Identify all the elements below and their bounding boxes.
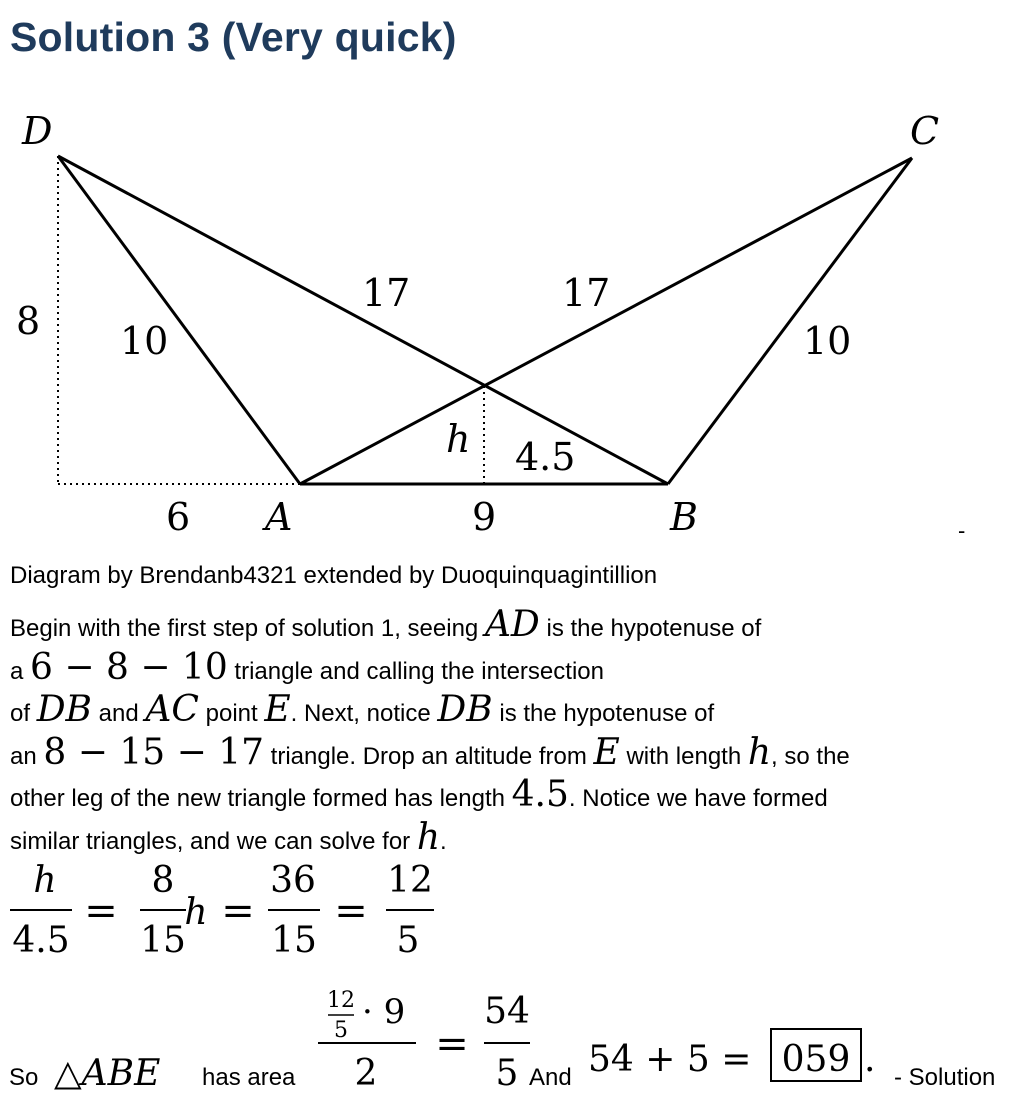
para-text: other leg of the new triangle formed has length — [10, 785, 512, 812]
para-text: is the hypotenuse of — [539, 615, 762, 642]
para-text: similar triangles, and we can solve for — [10, 827, 417, 855]
similar-triangles-equation — [8, 860, 448, 960]
math-triangle-abe: △ABE — [54, 1053, 161, 1094]
para-text: of — [10, 700, 37, 727]
frac-8-over-15-denominator: 15 — [140, 920, 186, 960]
length-label-17-left: 17 — [362, 271, 411, 315]
frac-54-over-5-denominator: 5 — [495, 1053, 519, 1094]
trailing-dot: . — [864, 1039, 876, 1080]
point-c-label: C — [910, 109, 940, 153]
text-has-area: has area — [202, 1064, 296, 1091]
math-8-15-17: 8 − 15 − 17 — [43, 731, 264, 773]
altitude-label-h: h — [446, 417, 471, 461]
length-label-6: 6 — [166, 495, 191, 539]
math-db: DB — [36, 689, 93, 730]
math-ac: AC — [145, 689, 199, 730]
frac-12-over-5-denominator: 5 — [396, 920, 420, 960]
inner-frac-numerator: 12 — [327, 988, 355, 1013]
length-label-4-5: 4.5 — [515, 435, 576, 479]
math-e: E — [264, 689, 291, 730]
variable-h: h — [184, 892, 208, 933]
para-text: . Next, notice — [290, 700, 438, 727]
times-nine: · 9 — [362, 992, 406, 1032]
math-4-5: 4.5 — [511, 774, 569, 815]
frac-12-over-5-numerator: 12 — [387, 860, 433, 901]
length-label-10-right: 10 — [803, 319, 852, 363]
para-text: an — [10, 742, 44, 770]
boxed-answer: 059 — [781, 1039, 851, 1080]
text-so: So — [9, 1064, 39, 1091]
para-text: . — [440, 827, 447, 855]
para-text: and — [92, 700, 146, 727]
frac-54-over-5-numerator: 54 — [484, 991, 530, 1032]
equals-sign: = — [435, 1021, 469, 1067]
math-h: h — [747, 731, 772, 773]
para-text: triangle and calling the intersection — [227, 657, 604, 685]
math-sum: 54 + 5 = — [588, 1039, 752, 1080]
equals-sign: = — [221, 888, 255, 934]
length-label-9: 9 — [472, 495, 497, 539]
equals-sign: = — [334, 888, 368, 934]
frac-36-over-15-denominator: 15 — [271, 920, 317, 960]
point-a-label: A — [265, 495, 293, 539]
point-b-label: B — [670, 495, 698, 539]
para-text: with length — [619, 742, 748, 770]
frac-h-over-4-5-numerator: h — [33, 860, 57, 901]
para-text: . Notice we have formed — [568, 785, 828, 812]
para-text: point — [198, 700, 265, 727]
inner-frac-denominator: 5 — [334, 1018, 348, 1043]
area-equation — [0, 985, 1020, 1095]
frac-h-over-4-5-denominator: 4.5 — [12, 920, 70, 960]
para-text: triangle. Drop an altitude from — [264, 742, 594, 770]
length-label-10-left: 10 — [120, 319, 169, 363]
segment-da — [58, 156, 300, 484]
para-text: Begin with the first step of solution 1, seeing — [10, 615, 485, 642]
geometry-diagram — [0, 100, 1020, 550]
math-6-8-10: 6 − 8 − 10 — [30, 646, 228, 688]
length-label-17-right: 17 — [562, 271, 611, 315]
length-label-8: 8 — [16, 299, 41, 343]
frac-36-over-15-numerator: 36 — [270, 860, 316, 901]
equals-sign: = — [84, 888, 118, 934]
diagram-caption: Diagram by Brendanb4321 extended by Duoquinquagintillion — [10, 562, 658, 589]
stray-dash: - — [958, 518, 966, 543]
math-ad: AD — [484, 604, 540, 645]
page-title: Solution 3 (Very quick) — [10, 14, 457, 60]
text-solution-credit: - Solution — [894, 1064, 996, 1091]
math-db: DB — [437, 689, 493, 730]
solution-paragraph — [10, 606, 1000, 861]
point-d-label: D — [22, 109, 53, 153]
frac-8-over-15-numerator: 8 — [151, 860, 175, 901]
text-and: And — [529, 1064, 572, 1091]
outer-frac-denominator: 2 — [354, 1053, 378, 1094]
math-h: h — [416, 816, 441, 858]
para-text: , so the — [771, 742, 850, 770]
para-text: is the hypotenuse of — [492, 700, 715, 727]
para-text: a — [10, 657, 31, 685]
segment-bc — [668, 158, 912, 484]
math-e: E — [593, 731, 620, 773]
